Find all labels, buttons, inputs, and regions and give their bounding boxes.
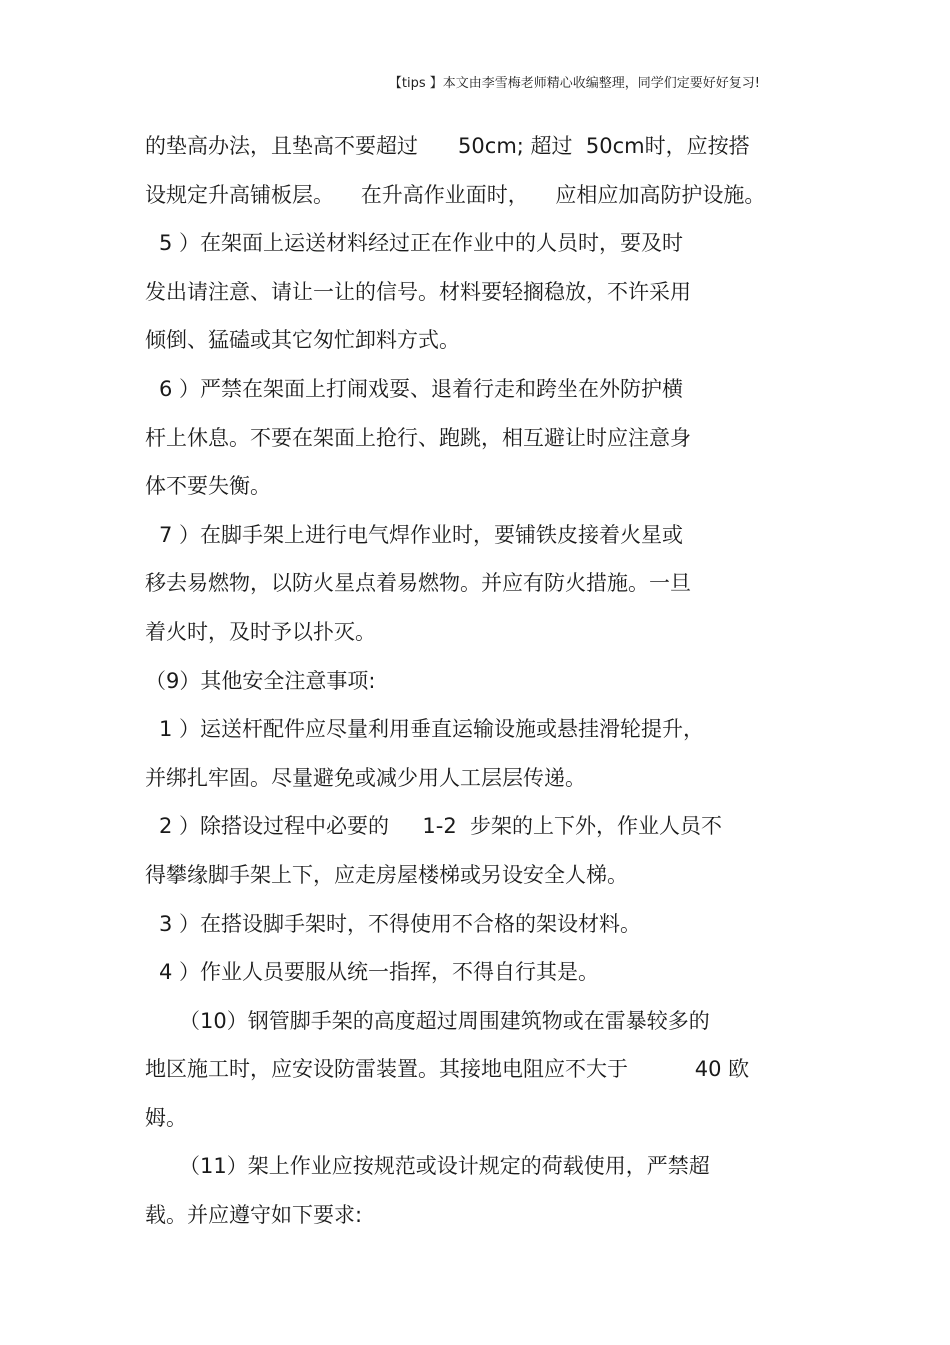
document-body [145, 126, 805, 1244]
text-line: （9）其他安全注意事项: [145, 668, 376, 693]
text-line: （10）钢管脚手架的高度超过周围建筑物或在雷暴较多的 [179, 1008, 710, 1033]
text-line: 6 ）严禁在架面上打闹戏耍、退着行走和跨坐在外防护横 [159, 376, 684, 401]
text-line: 的垫高办法，且垫高不要超过 50cm; 超过 50cm时，应按搭 [145, 134, 750, 158]
text-line: 姆。 [145, 1105, 187, 1130]
text-line: 3 ）在搭设脚手架时，不得使用不合格的架设材料。 [159, 911, 642, 936]
text-line: 得攀缘脚手架上下，应走房屋楼梯或另设安全人梯。 [145, 862, 628, 887]
text-line: 2 ）除搭设过程中必要的 1-2 步架的上下外，作业人员不 [159, 814, 723, 839]
text-line: 发出请注意、请让一让的信号。材料要轻搁稳放，不许采用 [145, 279, 691, 304]
text-line: 5 ）在架面上运送材料经过正在作业中的人员时，要及时 [159, 231, 684, 256]
text-line: 杆上休息。不要在架面上抢行、跑跳，相互避让时应注意身 [145, 425, 691, 450]
text-line: 载。并应遵守如下要求: [145, 1203, 363, 1228]
text-line: 设规定升高铺板层。 在升高作业面时， 应相应加高防护设施。 [145, 182, 766, 207]
text-line: 4 ）作业人员要服从统一指挥，不得自行其是。 [159, 960, 600, 985]
text-line: 7 ）在脚手架上进行电气焊作业时，要铺铁皮接着火星或 [159, 522, 684, 547]
text-line: 倾倒、猛磕或其它匆忙卸料方式。 [145, 328, 460, 353]
text-line: 地区施工时，应安设防雷装置。其接地电阻应不大于 40 欧 [145, 1057, 750, 1082]
text-line: 移去易燃物，以防火星点着易燃物。并应有防火措施。一旦 [145, 571, 691, 596]
text-line: 1 ）运送杆配件应尽量利用垂直运输设施或悬挂滑轮提升， [159, 717, 705, 742]
text-line: （11）架上作业应按规范或设计规定的荷载使用，严禁超 [179, 1154, 710, 1179]
header-tip: 【tips 】本文由李雪梅老师精心收编整理，同学们定要好好复习! [388, 76, 760, 91]
text-line: 着火时，及时予以扑灭。 [145, 619, 376, 644]
text-line: 体不要失衡。 [145, 474, 271, 499]
text-line: 并绑扎牢固。尽量避免或减少用人工层层传递。 [145, 765, 586, 790]
